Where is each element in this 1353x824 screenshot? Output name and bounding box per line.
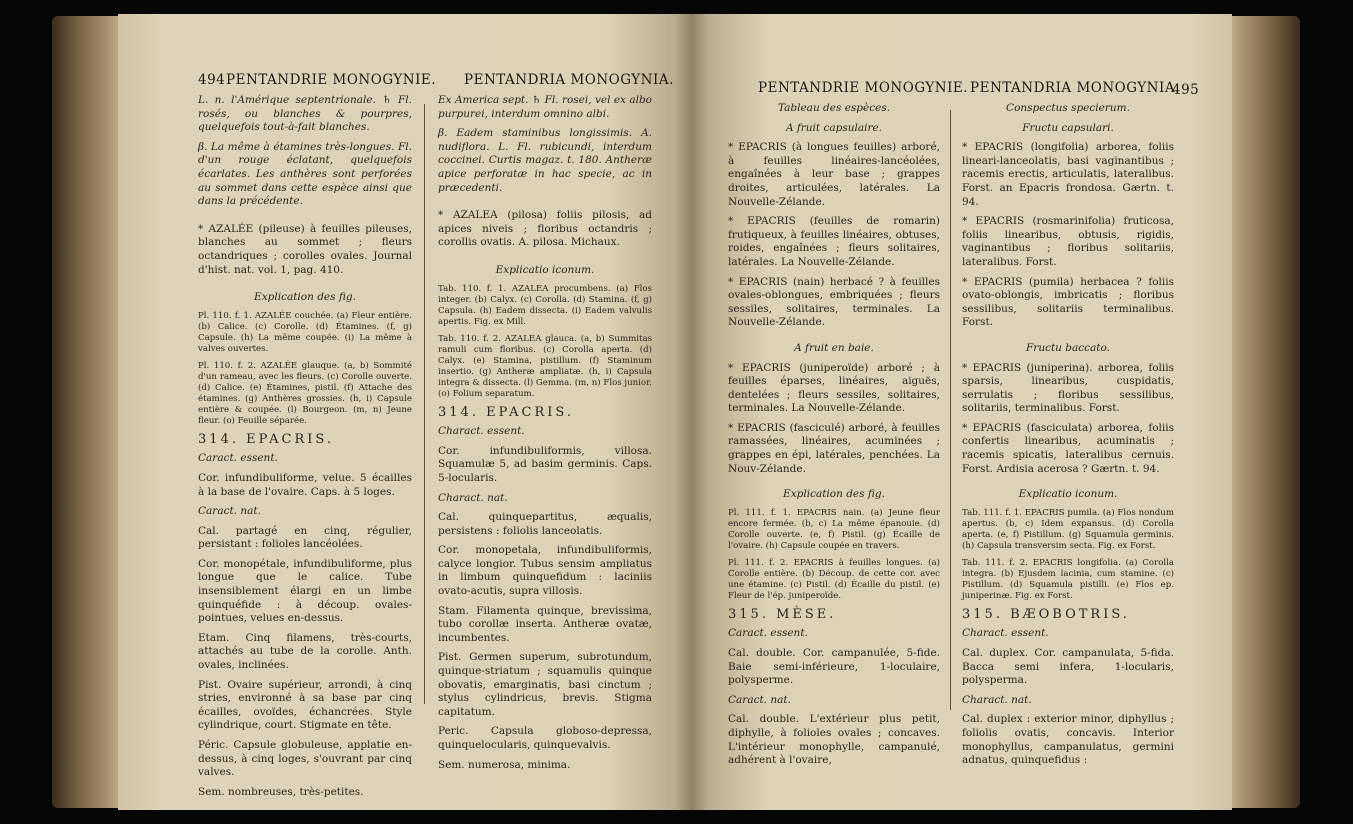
subheading: Caract. nat. [198, 505, 261, 518]
left-page [118, 14, 692, 810]
species-entry: * EPACRIS (rosmarinifolia) fruticosa, foliis linearibus, obtusis, rigidis, vaginantibus ; floribus solitariis, lateralibus. Forst. [962, 215, 1174, 268]
genus-heading: 315. BÆOBOTRIS. [962, 606, 1130, 622]
subheading: Fructu baccato. [1026, 341, 1110, 354]
right-page-number: 495 [1172, 82, 1200, 98]
subheading: A fruit en baie. [794, 341, 874, 354]
text-block: Cor. infundibuliformis, villosa. Squamulæ 5, ad basim germinis. Caps. 5-locularis. [438, 444, 652, 484]
text-block: Peric. Capsula globoso-depressa, quinquelocularis, quinquevalvis. [438, 725, 652, 751]
text-block: Cor. monopétale, infundibuliforme, plus longue que le calice. Tube insensiblement élargi en un limbe quinquéfide : à découp. ovales-pointues, velues en-dessus. [198, 557, 412, 625]
subheading: Charact. nat. [438, 491, 508, 504]
left-page-fr-column [198, 94, 412, 805]
column-rule [950, 110, 951, 710]
text-block: L. n. l'Amérique septentrionale. ♄ Fl. rosés, ou blanches & pourpres, quelquefois tout-à-fait blanches. [198, 94, 412, 134]
species-entry: * EPACRIS (juniperina). arborea, foliis sparsis, linearibus, cuspidatis, serrulatis ; floribus sessilibus, solitariis, terminalibus. Forst. [962, 361, 1174, 415]
genus-heading: 314. EPACRIS. [198, 431, 334, 447]
text-block: Péric. Capsule globuleuse, applatie en-dessus, à cinq loges, s'ouvrant par cinq valves. [198, 739, 412, 779]
figure-caption: Tab. 111. f. 2. EPACRIS longifolia. (a) Corolla integra. (b) Ejusdem lacinia, cum stamine. (c) Pistillum. (d) Squamula pistilli. (e) Flos ep. juniperinæ. Fig. ex Forst. [962, 557, 1174, 601]
right-page-header-la: PENTANDRIA MONOGYNIA. [970, 80, 1180, 96]
species-entry: * AZALÉE (pileuse) à feuilles pileuses, blanches au sommet ; fleurs octandriques ; corolles ovales. Journal d'hist. nat. vol. 1, pag. 410. [198, 222, 412, 276]
section-heading: Explication des fig. [254, 291, 356, 304]
figure-caption: Pl. 110. f. 2. AZALÉE glauque. (a, b) Sommité d'un rameau, avec les fleurs. (c) Corolle ouverte. (d) Calice. (e) Étamines, pistil. (f) Attache des étamines. (g) Anthères grossies. (h, i) Capsule entière & coupée. (l) Bourgeon. (m, n) Jeune fleur. (o) Feuille séparée. [198, 360, 412, 426]
left-page-header-la: PENTANDRIA MONOGYNIA. [464, 72, 674, 88]
subheading: Caract. essent. [198, 452, 278, 465]
subheading: Charact. essent. [962, 627, 1049, 640]
text-block: Etam. Cinq filamens, très-courts, attachés au tube de la corolle. Anth. ovales, inclinées. [198, 631, 412, 672]
text-block: Cal. duplex. Cor. campanulata, 5-fida. Bacca semi infera, 1-locularis, polysperma. [962, 647, 1174, 687]
text-block: β. La même à étamines très-longues. Fl. d'un rouge éclatant, quelquefois écarlates. Les anthères sont perforées au sommet dans cette espèce ainsi que dans la précédente. [198, 140, 412, 208]
text-block: Cal. double. Cor. campanulée, 5-fide. Baie semi-inférieure, 1-loculaire, polysperme. [728, 647, 940, 687]
species-entry: * EPACRIS (nain) herbacé ? à feuilles ovales-oblongues, embriquées ; fleurs sessiles, solitaires, terminales. La Nouvelle-Zélande. [728, 275, 940, 329]
species-entry: * EPACRIS (fasciculata) arborea, foliis confertis linearibus, acuminatis ; racemis spicatis, lateralibus cernuis. Forst. Ardisia acerosa ? Gærtn. t. 94. [962, 421, 1174, 475]
text-block: Cor. monopetala, infundibuliformis, calyce longior. Tubus sensim ampliatus in limbum quinquefidum : laciniis ovato-acutis, supra villosis. [438, 544, 652, 598]
right-page [692, 14, 1232, 810]
section-heading: Tableau des espèces. [777, 102, 891, 114]
species-entry: * AZALEA (pilosa) foliis pilosis, ad apices niveis ; floribus octandris ; corollis ovatis. A. pilosa. Michaux. [438, 209, 652, 249]
text-block: Ex America sept. ♄ Fl. rosei, vel ex albo purpurei, interdum omnino albi. [438, 94, 652, 120]
text-block: Sem. nombreuses, très-petites. [198, 785, 364, 798]
genus-heading: 315. MÈSE. [728, 606, 837, 622]
text-block: β. Eadem staminibus longissimis. A. nudiflora. L. Fl. rubicundi, interdum coccinei. Curtis magaz. t. 180. Antheræ apice perforatæ in hac specie, ac in præcedenti. [438, 127, 652, 194]
right-page-fr-column [728, 102, 940, 774]
subheading: Charact. nat. [962, 693, 1032, 706]
genus-heading: 314. EPACRIS. [438, 404, 574, 420]
text-block: Cor. infundibuliforme, velue. 5 écailles à la base de l'ovaire. Caps. à 5 loges. [198, 471, 412, 498]
text-block: Cal. quinquepartitus, æqualis, persistens : foliolis lanceolatis. [438, 511, 652, 537]
text-block: Sem. numerosa, minima. [438, 758, 571, 771]
subheading: Charact. essent. [438, 425, 525, 438]
figure-caption: Pl. 111. f. 1. EPACRIS nain. (a) Jeune fleur encore fermée. (b, c) La même épanouie. (d) Corolle ouverte. (e, f) Pistil. (g) Écaille de l'ovaire. (h) Capsule coupée en travers. [728, 507, 940, 551]
text-block: Cal. duplex : exterior minor, diphyllus ; foliolis ovatis, concavis. Interior monophyllus, campanulatus, germini adnatus, quinquefidus : [962, 713, 1174, 767]
species-entry: * EPACRIS (pumila) herbacea ? foliis ovato-oblongis, imbricatis ; floribus sessilibus, solitariis terminalibus. Forst. [962, 275, 1174, 329]
text-block: Cal. double. L'extérieur plus petit, diphylle, à folioles ovales ; concaves. L'intérieur monophylle, campanulé, adhérent à l'ovaire, [728, 713, 940, 767]
text-block: Pist. Ovaire supérieur, arrondi, à cinq stries, environné à sa base par cinq écailles, ovoïdes, échancrées. Style cylindrique, court. Stigmate en tête. [198, 678, 412, 732]
subheading: Caract. nat. [728, 693, 791, 706]
species-entry: * EPACRIS (feuilles de romarin) frutiqueux, à feuilles linéaires, obtuses, roides, engaînées ; fleurs solitaires, latérales. La Nouvelle-Zélande. [728, 215, 940, 268]
species-entry: * EPACRIS (à longues feuilles) arboré, à feuilles linéaires-lancéolées, engaînées à leur base ; grappes droites, articulées, latérales. La Nouvelle-Zélande. [728, 141, 940, 208]
species-entry: * EPACRIS (fasciculé) arboré, à feuilles ramassées, linéaires, acuminées ; grappes en épi, latérales, penchées. La Nouv-Zélande. [728, 421, 940, 475]
text-block: Cal. partagé en cinq, régulier, persistant : folioles lancéolées. [198, 524, 412, 551]
figure-caption: Tab. 111. f. 1. EPACRIS pumila. (a) Flos nondum apertus. (b, c) Idem expansus. (d) Corolla aperta. (e, f) Pistillum. (g) Squamula germinis. (h) Capsula transversim secta. Fig. ex Forst. [962, 507, 1174, 551]
species-entry: * EPACRIS (juniperoïde) arboré ; à feuilles éparses, linéaires, aiguës, dentelées ; fleurs sessiles, solitaires, terminales. La Nouvelle-Zélande. [728, 361, 940, 415]
section-heading: Conspectus specierum. [1006, 102, 1130, 114]
right-page-header-fr: PENTANDRIE MONOGYNIE. [758, 80, 969, 96]
figure-caption: Tab. 110. f. 2. AZALEA glauca. (a, b) Summitas ramuli cum floribus. (c) Corolla aperta. (d) Calyx. (e) Stamina, pistillum. (f) Staminum insertio. (g) Antheræ ampliatæ. (h, i) Capsula integra & dissecta. (l) Gemma. (m, n) Flos junior. (o) Folium separatum. [438, 333, 652, 399]
text-block: Stam. Filamenta quinque, brevissima, tubo corollæ inserta. Antheræ ovatæ, incumbentes. [438, 604, 652, 644]
subheading: Caract. essent. [728, 627, 808, 640]
book-edge-right [1228, 16, 1300, 808]
left-page-header-fr: PENTANDRIE MONOGYNIE. [226, 72, 437, 88]
section-heading: Explicatio iconum. [1018, 488, 1118, 501]
figure-caption: Pl. 110. f. 1. AZALÉE couchée. (a) Fleur entière. (b) Calice. (c) Corolle. (d) Étamines. (f, g) Capsule. (h) La même coupée. (i) La même à valves ouvertes. [198, 310, 412, 354]
right-page-la-column [962, 102, 1174, 774]
column-rule [424, 104, 425, 704]
left-page-la-column [438, 94, 652, 778]
text-block: Pist. Germen superum, subrotundum, quinque-striatum ; squamulis quinque obovatis, emarginatis, basi cinctum ; stylus cylindricus, brevis. Stigma capitatum. [438, 651, 652, 718]
section-heading: Explicatio iconum. [495, 263, 595, 276]
figure-caption: Tab. 110. f. 1. AZALEA procumbens. (a) Flos integer. (b) Calyx. (c) Corolla. (d) Stamina. (f, g) Capsula. (h) Eadem dissecta. (i) Eadem valvulis apertis. Fig. ex Mill. [438, 283, 652, 327]
subheading: Fructu capsulari. [1022, 121, 1114, 134]
subheading: A fruit capsulaire. [785, 121, 883, 134]
left-page-number: 494 [198, 72, 226, 88]
figure-caption: Pl. 111. f. 2. EPACRIS à feuilles longues. (a) Corolle entière. (b) Découp. de cette cor. avec une étamine. (c) Pistil. (d) Écaille du pistil. (e) Fleur de l'ép. juniperoïde. [728, 557, 940, 601]
book-edge-left [52, 16, 122, 808]
section-heading: Explication des fig. [783, 488, 885, 501]
species-entry: * EPACRIS (longifolia) arborea, foliis lineari-lanceolatis, basi vaginantibus ; racemis erectis, articulatis, lateralibus. Forst. an Epacris frondosa. Gærtn. t. 94. [962, 141, 1174, 208]
